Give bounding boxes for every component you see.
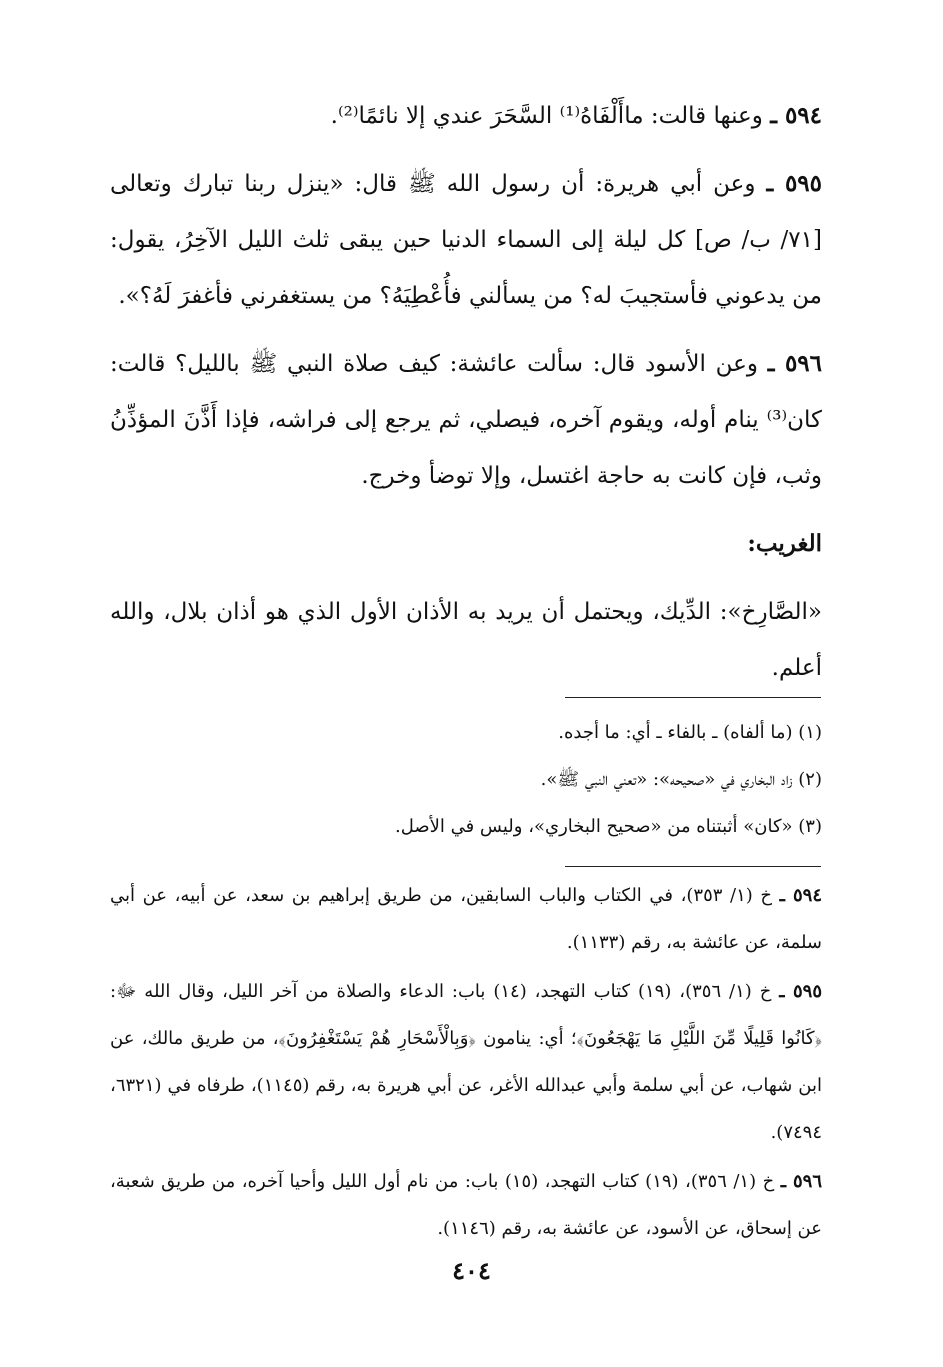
hadith-595 xyxy=(110,156,822,324)
hadith-text: وعن الأسود قال: سألت عائشة: كيف صلاة النبي ﷺ بالليل؟ قالت: كان⁽³⁾ ينام أوله، ويقوم آخره، فيصلي، ثم يرجع إلى فراشه، فإذا أَذَّنَ المؤذِّنُ وثب، فإن كانت به حاجة اغتسل، وإلا توضأ وخرج. xyxy=(110,351,822,489)
main-text xyxy=(110,88,822,708)
page-number: ٤٠٤ xyxy=(452,1256,491,1285)
hadith-text: وعنها قالت: ماأَلْفَاهُ⁽¹⁾ السَّحَرَ عندي إلا نائمًا⁽²⁾. xyxy=(330,103,771,129)
takhrij-595 xyxy=(110,968,822,1156)
footnote-3: (٣) «كان» أثبتناه من «صحيح البخاري»، وليس في الأصل. xyxy=(394,816,822,837)
gharib-heading: الغريب: xyxy=(747,530,822,557)
hadith-596 xyxy=(110,336,822,504)
takhrij-number: ٥٩٤ ـ xyxy=(779,885,822,906)
takhrij-594 xyxy=(110,872,822,966)
hadith-text: وعن أبي هريرة: أن رسول الله ﷺ قال: «ينزل ربنا تبارك وتعالى [٧١/ ب/ ص] كل ليلة إلى السماء الدنيا حين يبقى ثلث الليل الآخِرُ، يقول: من يدعوني فأستجيبَ له؟ من يسألني فأُعْطِيَهُ؟ من يستغفرني فأغفرَ لَهُ؟». xyxy=(110,171,822,309)
takhrij-text: خ (١/ ٣٥٦)، (١٩) كتاب التهجد، (١٤) باب: الدعاء والصلاة من آخر الليل، وقال الله ﷻ: ﴿كَانُوا قَلِيلًا مِّنَ اللَّيْلِ مَا يَهْجَعُونَ﴾؛ أي: ينامون ﴿وَبِالْأَسْحَارِ هُمْ يَسْتَغْفِرُونَ﴾، من طريق مالك، عن ابن شهاب، عن أبي سلمة وأبي عبدالله الأغر، عن أبي هريرة به، رقم (١١٤٥)، طرفاه في (٦٣٢١، ٧٤٩٤). xyxy=(110,981,822,1143)
hadith-number: ٥٩٦ ـ xyxy=(767,350,822,377)
footnote-divider xyxy=(565,697,821,698)
takhrij-number: ٥٩٦ ـ xyxy=(780,1171,822,1192)
footnote-2: (٢) زاد البخاري في «صحيحه»: «تعني النبي ﷺ». xyxy=(540,769,822,790)
takhrij-notes xyxy=(110,872,822,1254)
takhrij-text: خ (١/ ٣٥٦)، (١٩) كتاب التهجد، (١٥) باب: من نام أول الليل وأحيا آخره، من طريق شعبة، عن إسحاق، عن الأسود، عن عائشة به، رقم (١١٤٦). xyxy=(110,1171,822,1239)
footnotes xyxy=(110,709,822,850)
hadith-number: ٥٩٥ ـ xyxy=(766,170,822,197)
hadith-594 xyxy=(110,88,822,144)
hadith-number: ٥٩٤ ـ xyxy=(770,102,822,129)
takhrij-number: ٥٩٥ ـ xyxy=(779,981,822,1002)
footnote-1: (١) (ما ألفاه) ـ بالفاء ـ أي: ما أجده. xyxy=(558,722,822,743)
takhrij-596 xyxy=(110,1158,822,1252)
gharib-text: «الصَّارِخ»: الدِّيك، ويحتمل أن يريد به الأذان الأول الذي هو أذان بلال، والله أعلم. xyxy=(110,599,822,681)
takhrij-divider xyxy=(565,866,821,867)
takhrij-text: خ (١/ ٣٥٣)، في الكتاب والباب السابقين، من طريق إبراهيم بن سعد، عن أبيه، عن أبي سلمة، عن عائشة به، رقم (١١٣٣). xyxy=(110,885,822,953)
